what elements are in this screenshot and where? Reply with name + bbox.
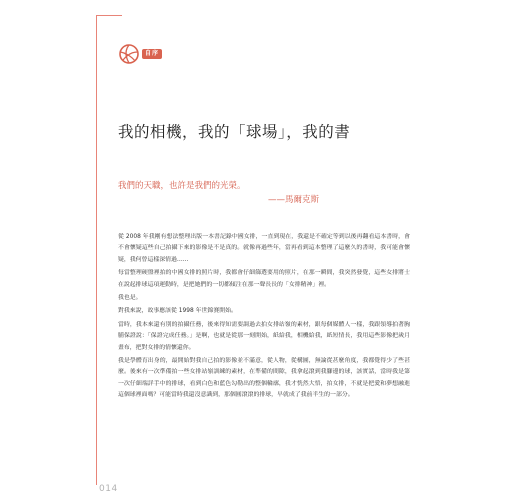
epigraph-author: ——馬爾克斯	[268, 195, 320, 205]
paragraph: 我是學體育出身的，最開始對我自己拍的影像並不滿意，從人物，從構圖，無論從甚麼角度，我都覺得少了些甚麼。後來有一次準備拍一些女排站嶺訓練的素材，在準備的間隙，我拿起滾到我腳邊的球，該實話，當時我是第一次仔細端詳手中的排球，看到白色和藍色勾勒出的整個輪廓，我才恍然大悟，拍女排，不就是把愛和夢想融進這個球裡面嗎？可能當時我還沒意識到，那個圓滾滾的排球，早就成了我前半生的一部分。	[118, 358, 410, 399]
page-number: 014	[99, 484, 118, 494]
book-page	[96, 15, 426, 495]
paragraph: 從 2008 年我剛有想法整理出版一本書記錄中國女排，一直到現在，我還是不確定等到以後再翻看這本書時，會不會懷疑這些自己拍攝下來的影像是不是真的。就像再過些年，當再看到這本整理了這麼久的書時，我可能會懷疑，我何曾這樣深情過……	[118, 234, 410, 263]
paragraph: 每當整理硬盤裡拍的中國女排的照片時，我都會仔細篩選要用的照片，在那一瞬間，我突然發覺，這些女排將士在說起排球這項運動時，是把她們的一切都傾注在那一聲長長的「女排精神」裡。	[118, 270, 410, 288]
frame-line-top	[96, 15, 122, 16]
body-text	[118, 232, 410, 404]
paragraph: 我也是。	[118, 295, 142, 302]
frame-line-left	[96, 15, 97, 485]
section-label: 自序	[142, 49, 162, 59]
paragraph: 對我來說，故事應該從 1998 年世錦賽開始。	[118, 308, 237, 315]
paragraph: 當時，我本來還有別的拍攝任務，後來得知需要調過去拍女排站嶺的素材，跟每個媒體人一樣，我跟領導拍著胸脯保證說：「保證完成任務。」是啊，也就是從那一刻開始，紙給我，相機給我，紙短情長，我用這些影像把歲月畫布，把對女排的情懷還你。	[118, 321, 410, 351]
volleyball-icon	[119, 44, 139, 64]
chapter-title: 我的相機，我的「球場」，我的書	[118, 123, 351, 141]
epigraph-quote: 我們的天職，也許是我們的光榮。	[118, 181, 246, 191]
